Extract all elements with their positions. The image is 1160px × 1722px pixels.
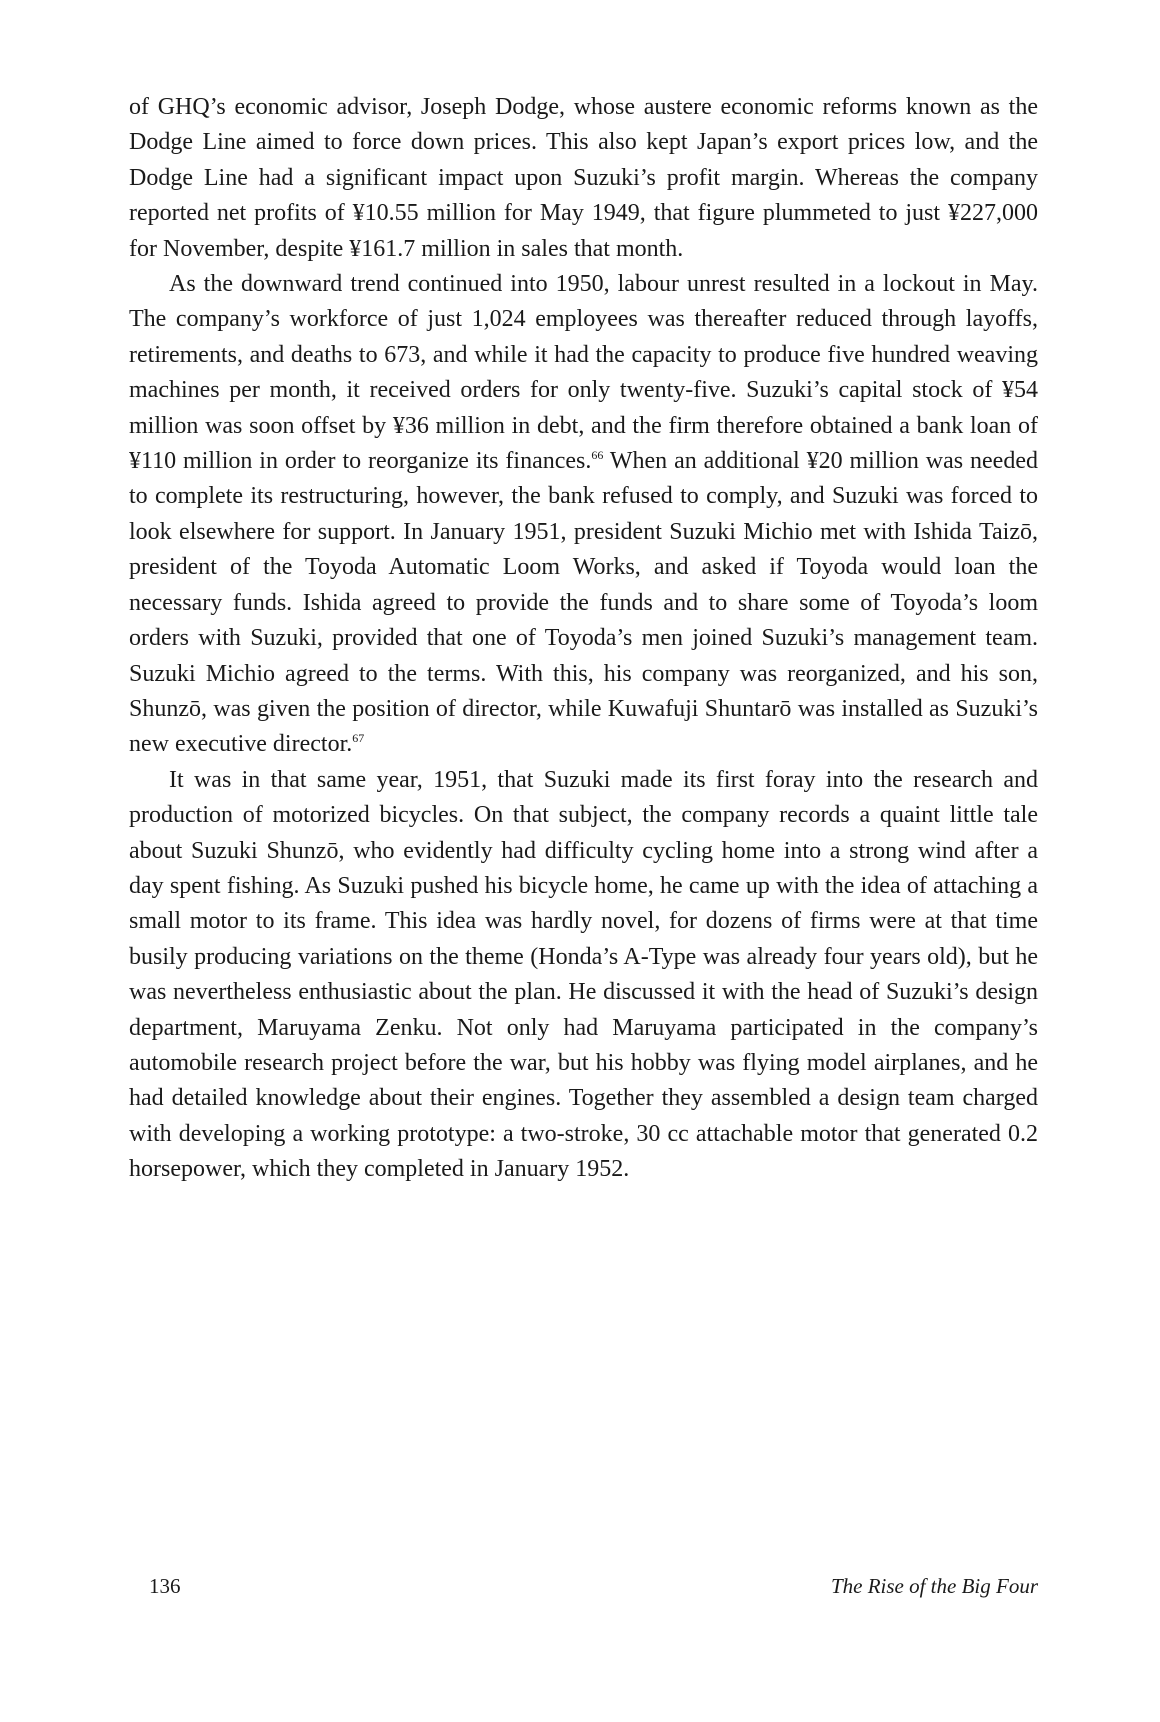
page-body [129,90,1038,1188]
paragraph-2-part-a: As the downward trend continued into 1950, labour unrest resulted in a lockout in May. The company’s workforce of just 1,024 employees was thereafter reduced through layoffs, retirements, and deaths to 673, and while it had the capacity to produce five hundred weaving machines per month, it received orders for only twenty-five. Suzuki’s capital stock of ¥54 million was soon offset by ¥36 million in debt, and the firm therefore obtained a bank loan of ¥110 million in order to reorganize its finances. [129,271,1038,475]
paragraph-2 [129,267,1038,763]
paragraph-2-part-b: When an additional ¥20 million was needed to complete its restructuring, however, the bank refused to comply, and Suzuki was forced to look elsewhere for support. In January 1951, president Suzuki Michio met with Ishida Taizō, president of the Toyoda Automatic Loom Works, and asked if Toyoda would loan the necessary funds. Ishida agreed to provide the funds and to share some of Toyoda’s loom orders with Suzuki, provided that one of Toyoda’s men joined Suzuki’s management team. Suzuki Michio agreed to the terms. With this, his company was reorganized, and his son, Shunzō, was given the position of director, while Kuwafuji Shuntarō was installed as Suzuki’s new executive director. [129,448,1038,758]
page-footer [149,1574,1038,1599]
footnote-ref-67[interactable]: 67 [352,731,365,746]
footnote-ref-66[interactable]: 66 [591,448,604,463]
paragraph-3: It was in that same year, 1951, that Suzuki made its first foray into the research and production of motorized bicycles. On that subject, the company records a quaint little tale about Suzuki Shunzō, who evidently had difficulty cycling home into a strong wind after a day spent fishing. As Suzuki pushed his bicycle home, he came up with the idea of attaching a small motor to its frame. This idea was hardly novel, for dozens of firms were at that time busily producing variations on the theme (Honda’s A-Type was already four years old), but he was nevertheless enthusiastic about the plan. He discussed it with the head of Suzuki’s design department, Maruyama Zenku. Not only had Maruyama participated in the company’s automobile research project before the war, but his hobby was flying model airplanes, and he had detailed knowledge about their engines. Together they assembled a design team charged with developing a working prototype: a two-stroke, 30 cc attachable motor that generated 0.2 horsepower, which they completed in January 1952. [129,766,1038,1183]
running-title: The Rise of the Big Four [830,1574,1038,1598]
page-number: 136 [149,1574,181,1598]
paragraph-1: of GHQ’s economic advisor, Joseph Dodge, whose austere economic reforms known as the Dodge Line aimed to force down prices. This also kept Japan’s export prices low, and the Dodge Line had a significant impact upon Suzuki’s profit margin. Whereas the company reported net profits of ¥10.55 million for May 1949, that figure plummeted to just ¥227,000 for November, despite ¥161.7 million in sales that month. [129,94,1038,262]
